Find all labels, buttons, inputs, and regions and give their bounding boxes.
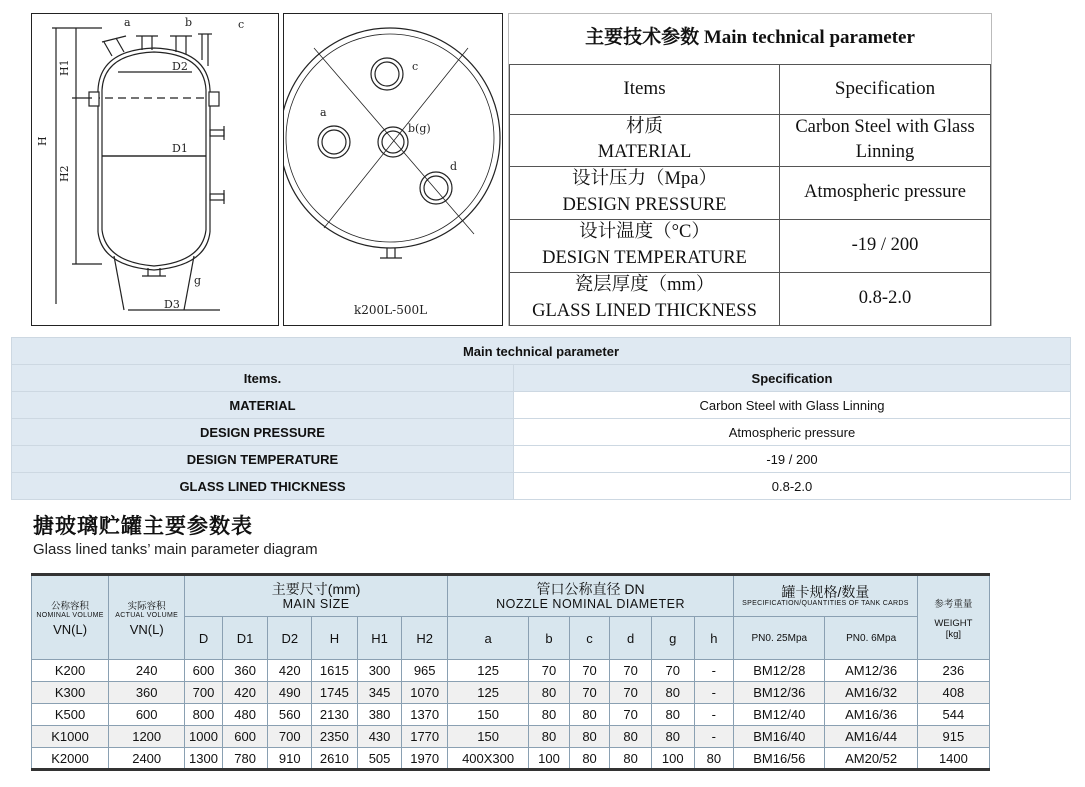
table-cell: 80 <box>651 682 694 704</box>
table-cell: 240 <box>109 660 185 682</box>
table-cell: 80 <box>694 748 734 770</box>
size-col: D1 <box>222 617 268 660</box>
table-cell: 1070 <box>402 682 448 704</box>
section-title: 搪玻璃贮罐主要参数表 <box>33 514 253 538</box>
label-b: b <box>185 16 193 29</box>
html-table-title: Main technical parameter <box>12 338 1071 365</box>
table-cell: 420 <box>268 660 312 682</box>
size-col: D <box>185 617 223 660</box>
table-row <box>32 726 990 748</box>
nozzle-cn: 管口公称直径 DN <box>536 580 645 597</box>
param-header-items: Items <box>510 64 780 114</box>
label-h: H <box>36 136 49 146</box>
table-cell: 700 <box>185 682 223 704</box>
table-cell: 80 <box>569 704 610 726</box>
table-cell: 2130 <box>312 704 358 726</box>
actual-cn: 实际容积 <box>127 600 166 612</box>
table-row <box>12 392 1071 419</box>
label-c: c <box>238 18 245 31</box>
table-cell: 430 <box>357 726 402 748</box>
actual-en: ACTUAL VOLUME <box>115 611 179 619</box>
table-cell: 70 <box>529 660 570 682</box>
table-cell: AM20/52 <box>825 748 917 770</box>
cards-cn: 罐卡规格/数量 <box>781 584 870 601</box>
table-cell: 70 <box>610 704 652 726</box>
card-col: PN0. 25Mpa <box>734 617 825 660</box>
table-cell: 70 <box>569 660 610 682</box>
nozzle-col: d <box>610 617 652 660</box>
nozzle-en: NOZZLE NOMINAL DIAMETER <box>496 596 685 611</box>
row-label: GLASS LINED THICKNESS <box>12 473 514 500</box>
param-header-spec: Specification <box>780 64 991 114</box>
table-cell: 480 <box>222 704 268 726</box>
header-actual-volume <box>109 575 185 660</box>
param-item-en: DESIGN PRESSURE <box>562 195 727 216</box>
label-g: g <box>194 274 202 287</box>
row-value: Carbon Steel with Glass Linning <box>514 392 1071 419</box>
table-cell: 70 <box>610 682 652 704</box>
row-label: DESIGN PRESSURE <box>12 419 514 446</box>
nominal-cn: 公称容积 <box>51 600 90 612</box>
row-value: -19 / 200 <box>514 446 1071 473</box>
table-cell: K1000 <box>32 726 109 748</box>
main-parameter-table-image <box>508 13 992 326</box>
table-cell: 1970 <box>402 748 448 770</box>
table-cell: 345 <box>357 682 402 704</box>
row-label: DESIGN TEMPERATURE <box>12 446 514 473</box>
main-parameter-table <box>509 14 991 326</box>
table-cell: 380 <box>357 704 402 726</box>
table-cell: - <box>694 704 734 726</box>
html-header-items: Items. <box>12 365 514 392</box>
nozzle-col: a <box>448 617 529 660</box>
table-cell: 236 <box>917 660 989 682</box>
section-subtitle: Glass lined tanks’ main parameter diagram <box>33 541 318 558</box>
param-table-title: 主要技术参数 Main technical parameter <box>510 14 991 64</box>
table-cell: 300 <box>357 660 402 682</box>
table-cell: 505 <box>357 748 402 770</box>
label-d3: D3 <box>164 298 180 311</box>
table-cell: 80 <box>529 682 570 704</box>
table-cell: 80 <box>651 726 694 748</box>
table-cell: AM16/32 <box>825 682 917 704</box>
plan-caption: k200L-500L <box>354 303 428 317</box>
param-spec: -19 / 200 <box>780 220 991 273</box>
label-h2: H2 <box>58 165 71 182</box>
table-cell: 1615 <box>312 660 358 682</box>
label-d1: D1 <box>172 142 188 155</box>
table-cell: 150 <box>448 704 529 726</box>
row-label: MATERIAL <box>12 392 514 419</box>
row-value: 0.8-2.0 <box>514 473 1071 500</box>
nozzle-col: c <box>569 617 610 660</box>
param-spec: 0.8-2.0 <box>780 272 991 325</box>
table-cell: 1300 <box>185 748 223 770</box>
table-cell: - <box>694 726 734 748</box>
table-cell: 1400 <box>917 748 989 770</box>
table-cell: 800 <box>185 704 223 726</box>
table-cell: AM12/36 <box>825 660 917 682</box>
tank-elevation-drawing <box>31 13 279 326</box>
table-cell: 1745 <box>312 682 358 704</box>
table-cell: 1000 <box>185 726 223 748</box>
table-cell: 80 <box>569 748 610 770</box>
tank-plan-drawing <box>283 13 503 326</box>
table-cell: 910 <box>268 748 312 770</box>
table-cell: 125 <box>448 660 529 682</box>
table-cell: 80 <box>569 726 610 748</box>
table-cell: BM16/56 <box>734 748 825 770</box>
table-row <box>12 419 1071 446</box>
table-cell: 360 <box>109 682 185 704</box>
elevation-svg <box>32 14 277 324</box>
table-cell: 600 <box>222 726 268 748</box>
cards-en: SPECIFICATION/QUANTITIES OF TANK CARDS <box>742 600 909 608</box>
table-cell: K200 <box>32 660 109 682</box>
table-cell: 100 <box>651 748 694 770</box>
table-cell: 915 <box>917 726 989 748</box>
param-row <box>510 272 991 325</box>
plan-label-c: c <box>412 60 419 73</box>
table-row <box>32 748 990 770</box>
param-item-cn: 设计压力（Mpa） <box>572 169 717 190</box>
size-col: H2 <box>402 617 448 660</box>
nozzle-col: h <box>694 617 734 660</box>
table-cell: 408 <box>917 682 989 704</box>
table-cell: BM12/28 <box>734 660 825 682</box>
table-cell: 70 <box>651 660 694 682</box>
plan-label-d: d <box>450 160 458 173</box>
param-item-en: MATERIAL <box>597 142 692 163</box>
table-cell: 70 <box>569 682 610 704</box>
table-cell: - <box>694 660 734 682</box>
header-main-size <box>185 575 448 617</box>
label-a: a <box>124 16 131 29</box>
table-cell: 80 <box>529 726 570 748</box>
table-cell: K500 <box>32 704 109 726</box>
param-item-cn: 设计温度（°C） <box>579 222 710 243</box>
label-h1: H1 <box>58 59 71 76</box>
param-row <box>510 167 991 220</box>
actual-unit: VN(L) <box>129 622 164 638</box>
table-cell: 80 <box>651 704 694 726</box>
header-nozzle <box>448 575 734 617</box>
main-size-en: MAIN SIZE <box>282 596 350 611</box>
nozzle-col: b <box>529 617 570 660</box>
table-cell: 490 <box>268 682 312 704</box>
table-cell: 780 <box>222 748 268 770</box>
table-row <box>12 446 1071 473</box>
table-cell: 70 <box>610 660 652 682</box>
row-value: Atmospheric pressure <box>514 419 1071 446</box>
table-cell: 700 <box>268 726 312 748</box>
table-cell: 600 <box>185 660 223 682</box>
table-cell: K300 <box>32 682 109 704</box>
nozzle-col: g <box>651 617 694 660</box>
dimension-table <box>31 573 990 771</box>
table-cell: AM16/36 <box>825 704 917 726</box>
table-cell: - <box>694 682 734 704</box>
table-row <box>32 704 990 726</box>
weight-cn: 参考重量 <box>934 598 973 610</box>
plan-label-a: a <box>320 106 327 119</box>
table-cell: 2350 <box>312 726 358 748</box>
param-item-cn: 材质 <box>625 116 663 137</box>
main-size-cn: 主要尺寸(mm) <box>271 580 361 597</box>
table-cell: 400X300 <box>448 748 529 770</box>
table-cell: 1770 <box>402 726 448 748</box>
table-cell: 2610 <box>312 748 358 770</box>
table-cell: 2400 <box>109 748 185 770</box>
nominal-en: NOMINAL VOLUME <box>36 611 104 619</box>
table-cell: 360 <box>222 660 268 682</box>
header-nominal-volume <box>32 575 109 660</box>
table-row <box>32 682 990 704</box>
header-weight <box>917 575 989 660</box>
param-item-en: GLASS LINED THICKNESS <box>532 300 757 321</box>
table-cell: 420 <box>222 682 268 704</box>
weight-en: WEIGHT <box>934 617 973 629</box>
table-cell: K2000 <box>32 748 109 770</box>
size-col: H <box>312 617 358 660</box>
table-cell: 1370 <box>402 704 448 726</box>
table-cell: 100 <box>529 748 570 770</box>
table-row <box>32 660 990 682</box>
weight-unit: [kg] <box>945 628 962 640</box>
table-cell: 560 <box>268 704 312 726</box>
nominal-unit: VN(L) <box>53 622 88 638</box>
table-cell: 150 <box>448 726 529 748</box>
table-cell: 80 <box>610 748 652 770</box>
table-cell: BM16/40 <box>734 726 825 748</box>
card-col: PN0. 6Mpa <box>825 617 917 660</box>
plan-label-bg: b(g) <box>408 122 431 135</box>
plan-svg <box>284 14 501 324</box>
table-cell: 965 <box>402 660 448 682</box>
label-d2: D2 <box>172 60 188 73</box>
html-header-spec: Specification <box>514 365 1071 392</box>
table-cell: 600 <box>109 704 185 726</box>
table-cell: 80 <box>529 704 570 726</box>
param-spec: Carbon Steel with Glass Linning <box>780 114 991 167</box>
param-spec: Atmospheric pressure <box>780 167 991 220</box>
table-cell: AM16/44 <box>825 726 917 748</box>
html-parameter-table <box>11 337 1071 500</box>
param-item-en: DESIGN TEMPERATURE <box>542 247 747 268</box>
param-row <box>510 114 991 167</box>
table-cell: 125 <box>448 682 529 704</box>
table-cell: BM12/36 <box>734 682 825 704</box>
size-col: H1 <box>357 617 402 660</box>
dimension-table-body <box>32 660 990 770</box>
table-row <box>12 473 1071 500</box>
header-tank-cards <box>734 575 918 617</box>
param-item-cn: 瓷层厚度（mm） <box>574 274 715 295</box>
param-row <box>510 220 991 273</box>
table-cell: 80 <box>610 726 652 748</box>
size-col: D2 <box>268 617 312 660</box>
table-cell: 544 <box>917 704 989 726</box>
table-cell: BM12/40 <box>734 704 825 726</box>
table-cell: 1200 <box>109 726 185 748</box>
